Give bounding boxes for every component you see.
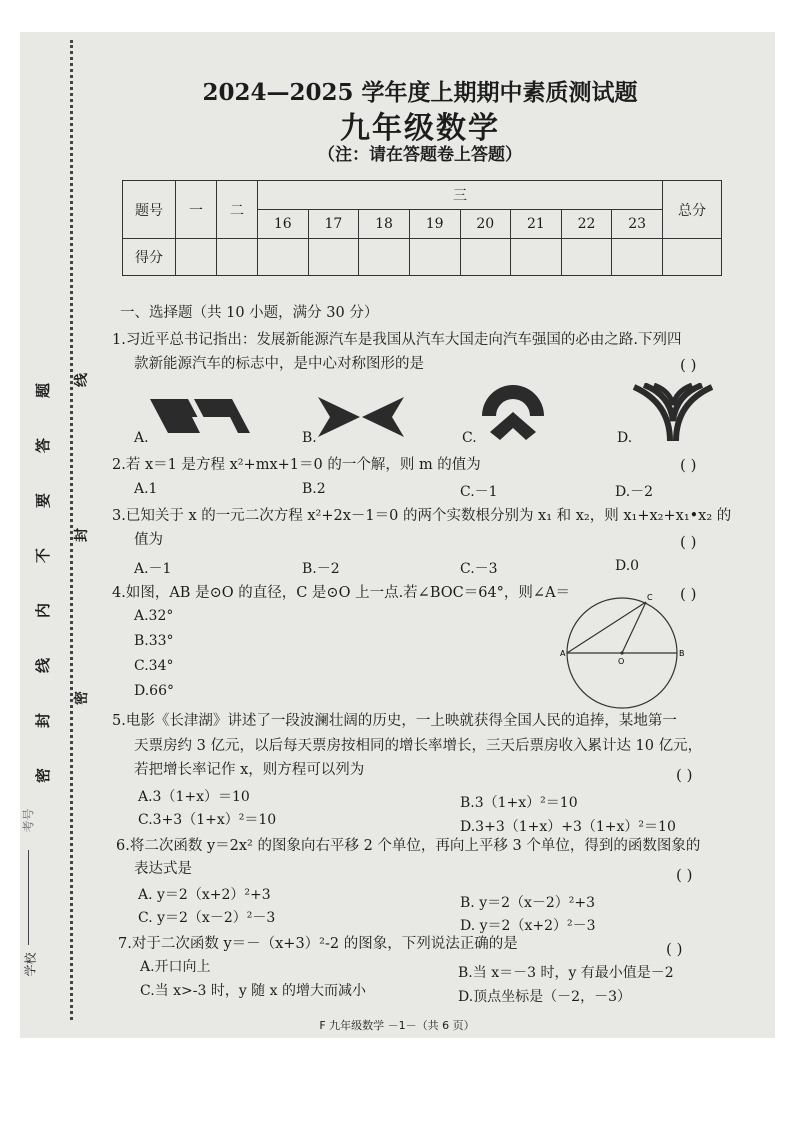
q5-option-b: B.3（1+x）²＝10 xyxy=(460,795,578,811)
q5-line2: 天票房约 3 亿元，以后每天票房按相同的增长率增长，三天后票房收入累计达 10 亿元， xyxy=(134,738,703,754)
q5-answer-paren: ( ) xyxy=(676,766,693,784)
score-cell xyxy=(460,239,511,276)
margin-word: 要 xyxy=(34,492,53,509)
q6-option-c: C. y＝2（x－2）²－3 xyxy=(138,910,276,926)
q2-option-b: B.2 xyxy=(302,481,326,497)
q5-option-a: A.3（1+x）＝10 xyxy=(138,789,250,805)
q7-answer-paren: ( ) xyxy=(666,940,683,958)
figure-label-c: C xyxy=(647,593,653,602)
score-cell xyxy=(217,239,258,276)
row-label-question: 题号 xyxy=(123,181,176,239)
q3-line2: 值为 xyxy=(134,532,163,548)
seal-word-line: 线 xyxy=(74,373,90,387)
q4-circle-figure xyxy=(560,588,690,718)
q4-answer-paren: ( ) xyxy=(680,585,697,603)
q4-option-c: C.34° xyxy=(134,658,174,674)
score-cell xyxy=(511,239,562,276)
q3-line1: 3.已知关于 x 的一元二次方程 x²+2x－1＝0 的两个实数根分别为 x₁ 和 x₂，则 x₁+x₂+x₁•x₂ 的 xyxy=(112,508,732,524)
page-footer: F 九年级数学 －1－（共 6 页） xyxy=(319,1019,475,1032)
score-cell xyxy=(308,239,359,276)
q2-option-c: C.－1 xyxy=(460,484,498,500)
q2-option-d: D.－2 xyxy=(615,484,654,500)
q7-option-b: B.当 x＝－3 时，y 有最小值是－2 xyxy=(458,965,674,981)
margin-word: 内 xyxy=(34,602,53,619)
margin-warning xyxy=(28,380,58,786)
q1-line2: 款新能源汽车的标志中，是中心对称图形的是 xyxy=(134,356,424,372)
q5-line3: 若把增长率记作 x，则方程可以列为 xyxy=(134,762,365,778)
margin-word: 题 xyxy=(34,382,53,399)
q3-option-c: C.－3 xyxy=(460,561,498,577)
school-label: 学校 xyxy=(23,952,38,977)
col-section-1: 一 xyxy=(176,181,217,239)
figure-label-b: B xyxy=(679,649,685,658)
margin-word: 不 xyxy=(34,547,53,564)
score-cell xyxy=(258,239,309,276)
logo-a-icon xyxy=(148,395,253,443)
q3-answer-paren: ( ) xyxy=(680,533,697,551)
exam-title: 2024—2025 学年度上期期中素质测试题 xyxy=(202,79,638,106)
q1-option-b-label: B. xyxy=(302,430,317,446)
exam-number-label: 考号 xyxy=(21,808,36,833)
q1-option-d-label: D. xyxy=(617,430,633,446)
score-cell xyxy=(561,239,612,276)
q2-option-a: A.1 xyxy=(134,481,158,497)
q3-option-a: A.－1 xyxy=(134,561,172,577)
figure-label-a: A xyxy=(560,649,566,658)
q6-line1: 6.将二次函数 y＝2x² 的图象向右平移 2 个单位，再向上平移 3 个单位，得到的函数图象的 xyxy=(116,838,701,854)
score-cell xyxy=(612,239,663,276)
seal-word-feng: 封 xyxy=(74,528,90,542)
q6-option-d: D. y＝2（x+2）²－3 xyxy=(460,918,596,934)
q2-stem: 2.若 x＝1 是方程 x²+mx+1＝0 的一个解，则 m 的值为 xyxy=(112,457,481,473)
q3-option-b: B.－2 xyxy=(302,561,340,577)
margin-word: 线 xyxy=(34,657,53,674)
col-question-20: 20 xyxy=(460,210,511,239)
q4-stem: 4.如图，AB 是⊙O 的直径，C 是⊙O 上一点.若∠BOC＝64°，则∠A＝ xyxy=(112,585,571,601)
exam-note: （注：请在答题卷上答题） xyxy=(318,145,522,165)
q2-answer-paren: ( ) xyxy=(680,456,697,474)
col-question-21: 21 xyxy=(511,210,562,239)
q4-option-a: A.32° xyxy=(134,608,174,624)
score-table xyxy=(122,180,722,276)
col-section-2: 二 xyxy=(217,181,258,239)
seal-word-mi: 密 xyxy=(74,691,90,705)
section-1-heading: 一、选择题（共 10 小题，满分 30 分） xyxy=(120,305,379,321)
q7-option-a: A.开口向上 xyxy=(140,959,211,975)
exam-subtitle: 九年级数学 xyxy=(340,111,500,146)
q5-line1: 5.电影《长津湖》讲述了一段波澜壮阔的历史，一上映就获得全国人民的追捧，某地第一 xyxy=(112,713,677,729)
q4-option-d: D.66° xyxy=(134,683,174,699)
q7-option-c: C.当 x>-3 时，y 随 x 的增大而减小 xyxy=(140,983,366,999)
q7-option-d: D.顶点坐标是（－2，－3） xyxy=(458,989,631,1005)
logo-d-icon xyxy=(630,383,716,443)
col-question-16: 16 xyxy=(258,210,309,239)
score-cell xyxy=(663,239,722,276)
q1-answer-paren: ( ) xyxy=(680,356,697,374)
q5-option-d: D.3+3（1+x）+3（1+x）²＝10 xyxy=(460,819,676,835)
margin-word: 密 xyxy=(34,767,53,784)
score-cell xyxy=(359,239,410,276)
q4-option-b: B.33° xyxy=(134,633,174,649)
q6-answer-paren: ( ) xyxy=(676,866,693,884)
col-section-3: 三 xyxy=(258,181,663,210)
q7-stem: 7.对于二次函数 y＝－（x+3）²-2 的图象，下列说法正确的是 xyxy=(118,936,518,952)
col-question-18: 18 xyxy=(359,210,410,239)
col-question-19: 19 xyxy=(409,210,460,239)
q6-line2: 表达式是 xyxy=(134,861,192,877)
margin-word: 答 xyxy=(34,437,53,454)
score-cell xyxy=(409,239,460,276)
q1-line1: 1.习近平总书记指出：发展新能源汽车是我国从汽车大国走向汽车强国的必由之路.下列四 xyxy=(112,332,682,348)
school-blank-line xyxy=(28,850,29,945)
q6-option-b: B. y＝2（x－2）²+3 xyxy=(460,895,596,911)
col-question-23: 23 xyxy=(612,210,663,239)
q1-option-a-label: A. xyxy=(134,430,149,446)
col-question-22: 22 xyxy=(561,210,612,239)
q5-option-c: C.3+3（1+x）²＝10 xyxy=(138,812,277,828)
score-cell xyxy=(176,239,217,276)
col-total: 总分 xyxy=(663,181,722,239)
logo-c-icon xyxy=(478,382,548,444)
q3-option-d: D.0 xyxy=(615,558,640,574)
figure-label-o: O xyxy=(618,657,625,666)
row-label-score: 得分 xyxy=(123,239,176,276)
logo-b-icon xyxy=(316,395,406,443)
q1-option-c-label: C. xyxy=(462,430,477,446)
col-question-17: 17 xyxy=(308,210,359,239)
margin-word: 封 xyxy=(34,712,53,729)
q6-option-a: A. y＝2（x+2）²+3 xyxy=(138,887,271,903)
